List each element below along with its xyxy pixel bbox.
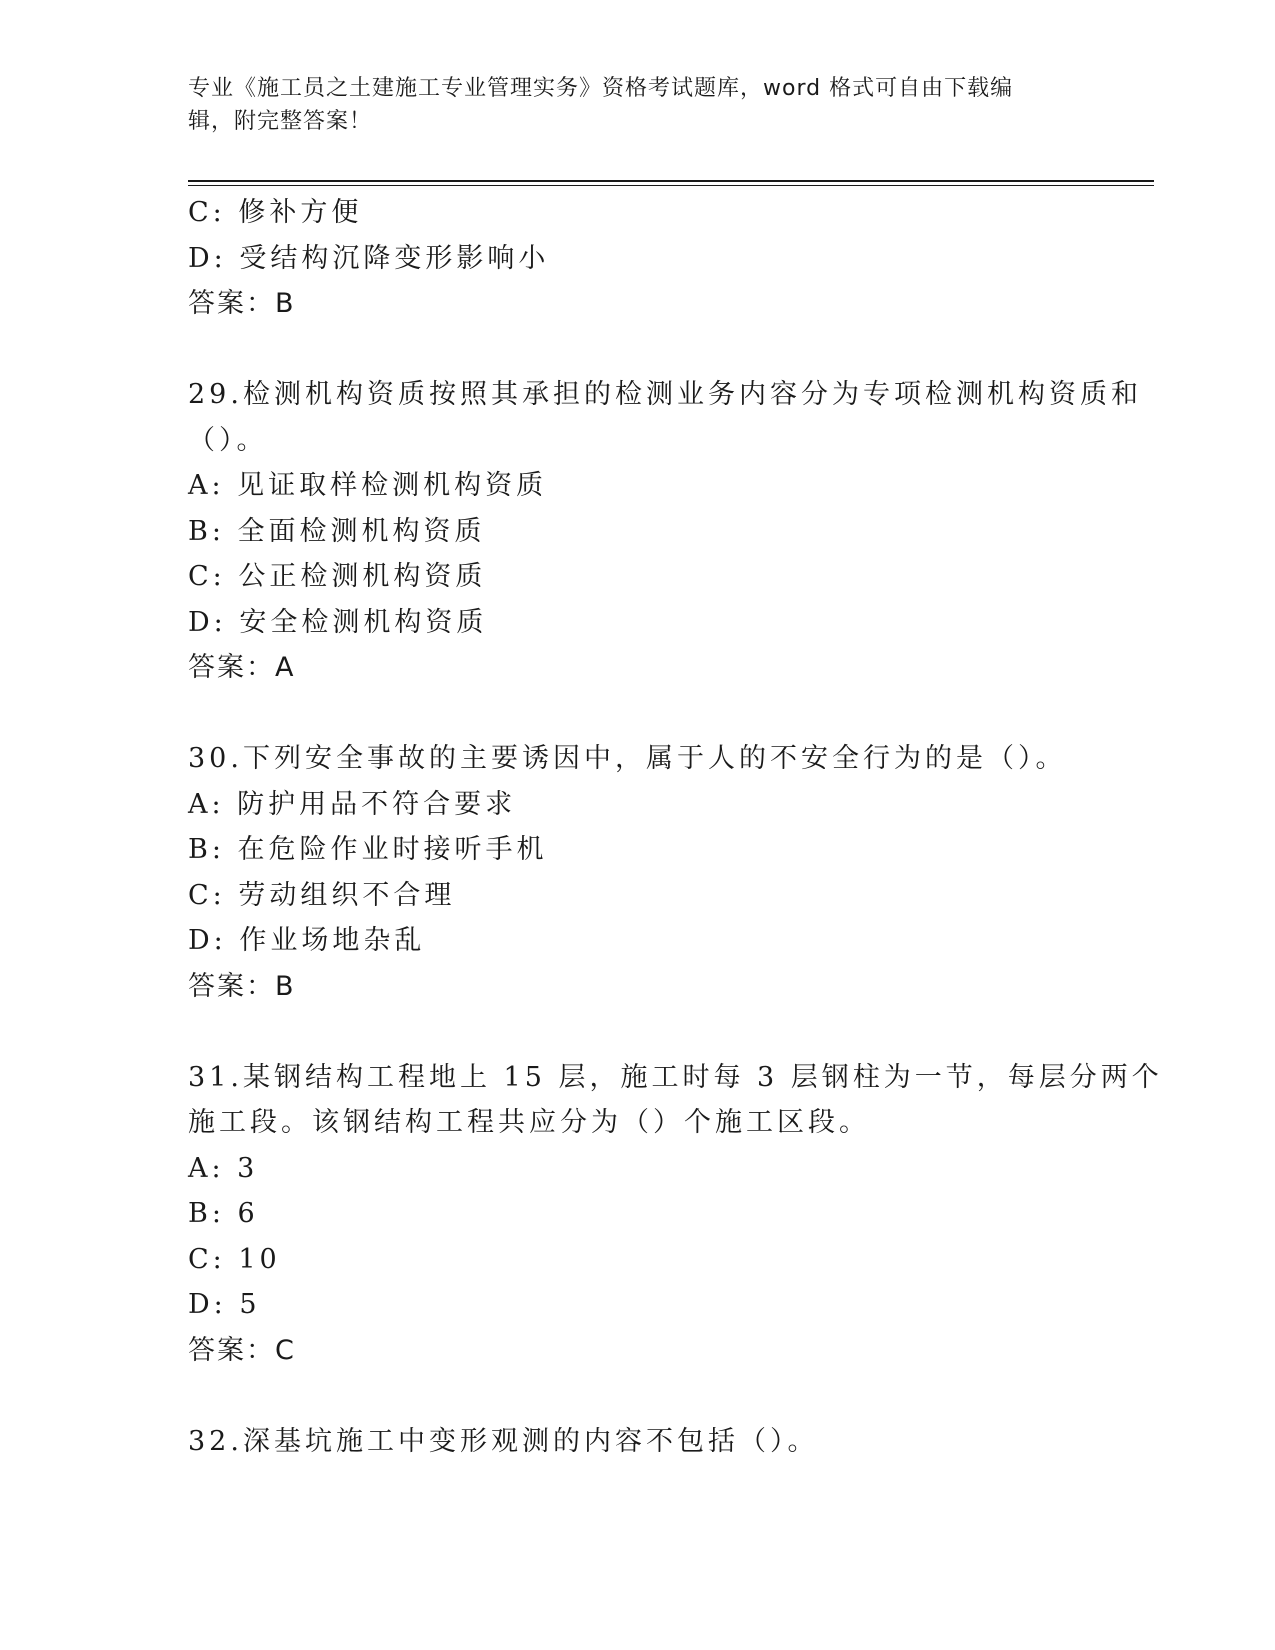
question-28-continued bbox=[188, 190, 1088, 327]
question-32 bbox=[188, 1419, 1088, 1465]
answer-line: 答案：B bbox=[188, 288, 296, 319]
document-header bbox=[188, 72, 1088, 138]
spacer bbox=[188, 1373, 1088, 1419]
option-a: A: 防护用品不符合要求 bbox=[188, 788, 517, 820]
question-stem: 29.检测机构资质按照其承担的检测业务内容分为专项检测机构资质和 bbox=[188, 379, 1142, 410]
question-stem: 32.深基坑施工中变形观测的内容不包括（）。 bbox=[188, 1425, 819, 1457]
option-b: B: 在危险作业时接听手机 bbox=[188, 834, 548, 865]
option-b: B: 6 bbox=[188, 1198, 259, 1229]
option-d: D: 5 bbox=[188, 1289, 261, 1320]
spacer bbox=[188, 1009, 1088, 1055]
option-d: D: 作业场地杂乱 bbox=[188, 925, 426, 956]
option-c: C: 劳动组织不合理 bbox=[188, 879, 456, 911]
question-stem: 30.下列安全事故的主要诱因中，属于人的不安全行为的是（）。 bbox=[188, 743, 1067, 774]
header-line-1: 专业《施工员之土建施工专业管理实务》资格考试题库，word 格式可自由下载编 bbox=[188, 76, 1014, 101]
option-a: A: 3 bbox=[188, 1152, 259, 1184]
question-list bbox=[188, 190, 1163, 1464]
option-d: D: 安全检测机构资质 bbox=[188, 606, 488, 638]
question-31 bbox=[188, 1055, 1163, 1374]
option-d: D: 受结构沉降变形影响小 bbox=[188, 242, 550, 274]
answer-line: 答案：C bbox=[188, 1334, 296, 1366]
option-c: C: 公正检测机构资质 bbox=[188, 561, 487, 592]
spacer bbox=[188, 327, 1088, 373]
spacer bbox=[188, 691, 1088, 737]
answer-line: 答案：B bbox=[188, 970, 296, 1002]
header-line-2: 辑，附完整答案！ bbox=[188, 109, 373, 134]
question-29 bbox=[188, 372, 1142, 691]
option-c: C: 10 bbox=[188, 1243, 281, 1275]
header-divider-thick bbox=[188, 180, 1154, 182]
question-30 bbox=[188, 736, 1088, 1009]
question-stem: 施工段。该钢结构工程共应分为（）个施工区段。 bbox=[188, 1107, 870, 1138]
option-c: C: 修补方便 bbox=[188, 197, 363, 228]
option-a: A: 见证取样检测机构资质 bbox=[188, 470, 548, 501]
option-b: B: 全面检测机构资质 bbox=[188, 515, 486, 547]
header-divider-thin bbox=[188, 185, 1154, 186]
question-stem: （）。 bbox=[188, 424, 268, 456]
question-stem: 31.某钢结构工程地上 15 层，施工时每 3 层钢柱为一节，每层分两个 bbox=[188, 1061, 1163, 1093]
answer-line: 答案：A bbox=[188, 652, 296, 683]
